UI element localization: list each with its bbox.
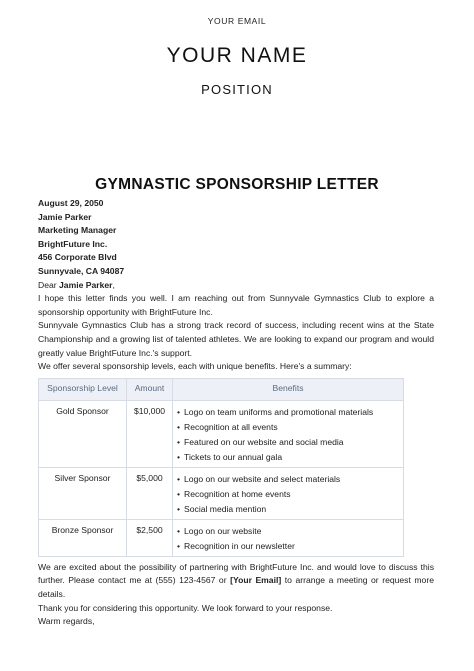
level-cell: Silver Sponsor [39,467,127,519]
sender-position: POSITION [201,82,273,97]
salutation [38,279,434,293]
recipient-company: BrightFuture Inc. [38,238,108,249]
salutation-name: Jamie Parker [59,279,113,290]
table-row-bronze [39,519,404,556]
benefits-list [177,524,399,554]
benefits-cell [173,400,404,467]
benefit-item: • Recognition in our newsletter [177,539,399,554]
benefits-cell [173,519,404,556]
background-paragraph: Sunnyvale Gymnastics Club has a strong track record of success, including recent wins at the State Championship and a growing list of talented athletes. We are looking to expand our program and would greatly value BrightFuture Inc.'s support. [38,320,434,358]
sponsorship-table [38,378,404,557]
level-cell: Gold Sponsor [39,400,127,467]
header-amount: Amount [127,378,173,400]
salutation-prefix: Dear [38,279,60,290]
sender-name: YOUR NAME [166,44,308,67]
benefits-cell [173,467,404,519]
recipient-name: Jamie Parker [38,211,92,222]
header-sponsorship-level: Sponsorship Level [39,378,127,400]
document-title: GYMNASTIC SPONSORSHIP LETTER [95,176,379,193]
contact-text-end: to arrange a meeting or request more details. [38,575,434,599]
levels-intro-paragraph: We offer several sponsorship levels, each with unique benefits. Here's a summary: [38,361,352,372]
amount-cell: $5,000 [127,467,173,519]
contact-paragraph [38,561,434,602]
benefit-item: • Logo on our website [177,524,399,539]
table-header-row [39,378,404,400]
recipient-title: Marketing Manager [38,225,117,236]
amount-cell: $10,000 [127,400,173,467]
benefit-item: • Tickets to our annual gala [177,450,399,465]
benefits-list [177,472,399,517]
amount-cell: $2,500 [127,519,173,556]
contact-text: We are excited about the possibility of partnering with BrightFuture Inc. and would love to discuss this further. Please contact me at (555) 123-4567 or [38,561,434,586]
closing: Warm regards, [38,616,95,627]
benefit-item: • Social media mention [177,502,399,517]
benefits-list [177,405,399,465]
table-row-silver [39,467,404,519]
recipient-street: 456 Corporate Blvd [38,252,117,263]
sender-email: YOUR EMAIL [207,16,267,26]
thanks-paragraph: Thank you for considering this opportunity. We look forward to your response. [38,602,333,613]
letter-body [38,197,434,629]
benefit-item: • Logo on our website and select materials [177,472,399,487]
table-row-gold [39,400,404,467]
contact-email-placeholder: [Your Email] [230,575,282,586]
intro-paragraph: I hope this letter finds you well. I am reaching out from Sunnyvale Gymnastics Club to explore a sponsorship opportunity with BrightFuture Inc. [38,293,434,317]
recipient-city: Sunnyvale, CA 94087 [38,265,125,276]
benefit-item: • Logo on team uniforms and promotional materials [177,405,399,420]
letter-date: August 29, 2050 [38,198,104,208]
benefit-item: • Recognition at all events [177,420,399,435]
benefit-item: • Featured on our website and social media [177,435,399,450]
header-benefits: Benefits [173,378,404,400]
level-cell: Bronze Sponsor [39,519,127,556]
salutation-suffix: , [112,279,115,290]
benefit-item: • Recognition at home events [177,487,399,502]
